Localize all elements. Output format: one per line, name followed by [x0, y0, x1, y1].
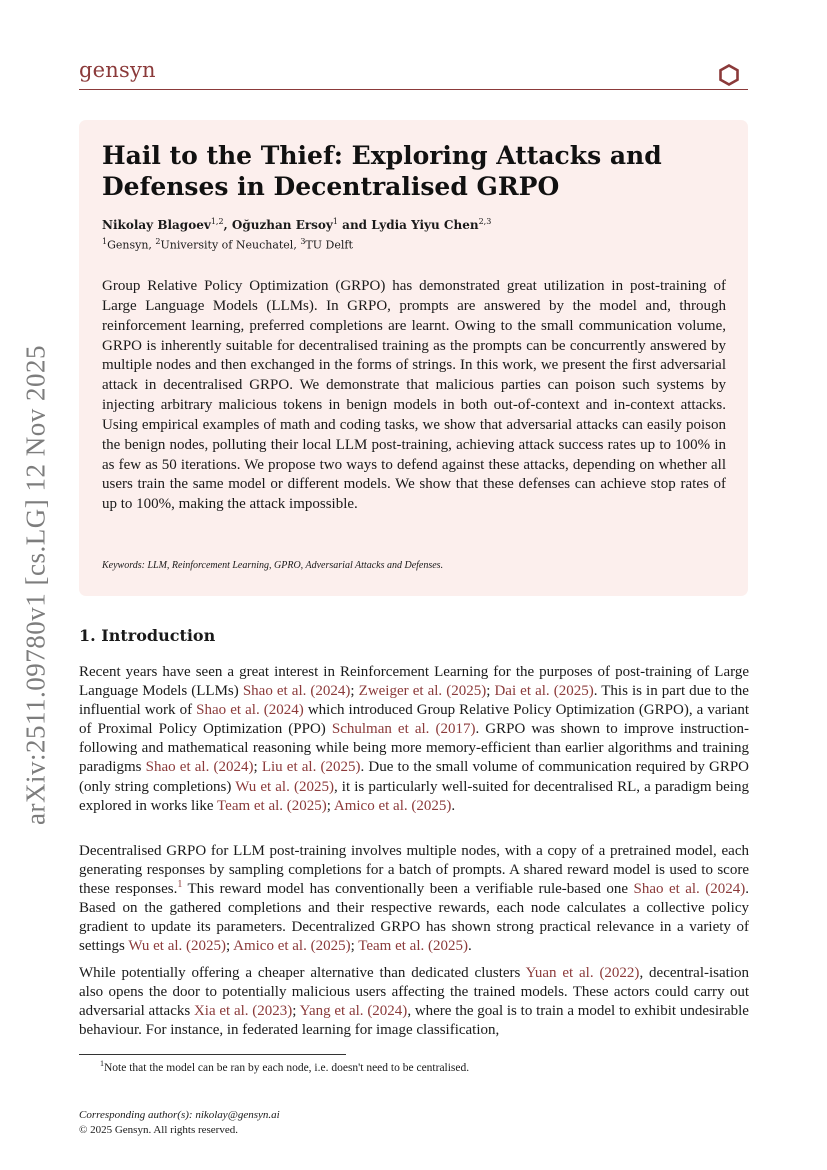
- paragraph-text: . GRPO was shown to improve instruction-following and mathematical reasoning while being more memory-efficient than earlier algorithms and training paradigms: [79, 721, 749, 776]
- affiliation-name: University of Neuchatel: [160, 238, 294, 252]
- paragraph-text: which introduced Group Relative Policy Optimization (GRPO), a variant of Proximal Policy Optimization (PPO): [79, 702, 750, 738]
- paragraph-text: ;: [292, 1003, 300, 1020]
- author-affiliation-mark: 1: [332, 217, 338, 226]
- author-separator: and: [338, 218, 372, 232]
- paragraph-text: ;: [350, 683, 359, 700]
- paragraph-text: . Due to the small volume of communication required by GRPO (only string completions): [79, 759, 750, 795]
- footnote-reference[interactable]: 1: [177, 879, 183, 891]
- author-name: Nikolay Blagoev: [102, 218, 211, 232]
- paragraph-text: Decentralised GRPO for LLM post-training involves multiple nodes, with a copy of a pretrained model, each generating responses by sampling completions for a batch of prompts. A shared reward model is used to score these responses.: [79, 843, 749, 898]
- author-separator: ,: [223, 218, 232, 232]
- citation-link[interactable]: Yuan et al. (2022): [525, 965, 640, 981]
- intro-paragraph: [79, 964, 749, 1040]
- intro-paragraph: [79, 842, 749, 957]
- citation-link[interactable]: Yang et al. (2024): [299, 1003, 408, 1020]
- footnote-text: Note that the model can be ran by each node, i.e. doesn't need to be centralised.: [104, 1061, 470, 1074]
- citation-link[interactable]: Amico et al. (2025): [233, 938, 351, 955]
- citation-link[interactable]: Wu et al. (2025): [128, 938, 227, 955]
- paragraph-text: ;: [226, 938, 234, 955]
- citation-link[interactable]: Liu et al. (2025): [261, 759, 361, 776]
- paragraph-text: ;: [253, 759, 262, 776]
- footnote-rule: [79, 1054, 346, 1055]
- paragraph-text: .: [468, 938, 472, 955]
- citation-link[interactable]: Team et al. (2025): [217, 797, 327, 814]
- citation-link[interactable]: Amico et al. (2025): [333, 797, 452, 814]
- gensyn-logo: gensyn: [79, 58, 156, 82]
- paragraph-text: .: [451, 797, 456, 814]
- affiliation-name: TU Delft: [305, 238, 353, 252]
- section-heading: 1. Introduction: [79, 626, 216, 645]
- paragraph-text: This reward model has conventionally been a verifiable rule-based one: [182, 881, 634, 898]
- paragraph-text: , where the goal is to train a model to exhibit undesirable behaviour. For instance, in federated learning for image classification,: [79, 1003, 749, 1039]
- citation-link[interactable]: Zweiger et al. (2025): [358, 683, 487, 700]
- paragraph-text: . This is in part due to the influential work of: [79, 683, 749, 719]
- paragraph-text: While potentially offering a cheaper alternative than dedicated clusters: [79, 965, 526, 981]
- citation-link[interactable]: Shao et al. (2024): [145, 759, 254, 776]
- affiliation-mark: 3: [300, 237, 306, 246]
- paragraph-text: ;: [326, 797, 334, 814]
- citation-link[interactable]: Shao et al. (2024): [633, 881, 746, 898]
- keywords: Keywords: LLM, Reinforcement Learning, GPRO, Adversarial Attacks and Defenses.: [102, 560, 444, 571]
- author-name: Lydia Yiyu Chen: [371, 218, 479, 232]
- citation-link[interactable]: Team et al. (2025): [358, 938, 468, 955]
- affiliation-name: Gensyn: [107, 238, 149, 252]
- author-affiliation-mark: 1,2: [210, 217, 224, 226]
- affiliation-list: $^1$Gensyn, $^2$University of Neuchatel, $^3$TU Delft: [102, 237, 353, 252]
- paragraph-text: . Based on the gathered completions and their respective rewards, each node calculates a collective policy gradient to update its parameters. Decentralized GRPO has shown strong practical relevance in a variety of settings: [79, 881, 750, 955]
- author-affiliation-mark: 2,3: [478, 217, 492, 226]
- author-list: [102, 217, 491, 232]
- copyright-notice: © 2025 Gensyn. All rights reserved.: [79, 1124, 238, 1136]
- paragraph-text: ;: [350, 938, 359, 955]
- paragraph-text: ;: [486, 683, 495, 700]
- citation-link[interactable]: Shao et al. (2024): [242, 683, 351, 700]
- paragraph-text: Recent years have seen a great interest in Reinforcement Learning for the purposes of post-training of Large Language Models (LLMs): [79, 664, 749, 700]
- paper-title: Hail to the Thief: Exploring Attacks and Defenses in Decentralised GRPO: [102, 141, 662, 201]
- affiliation-mark: 2: [155, 237, 161, 246]
- citation-link[interactable]: Schulman et al. (2017): [331, 721, 476, 738]
- intro-paragraph: [79, 663, 749, 816]
- paragraph-text: , it is particularly well-suited for decentralised RL, a paradigm being explored in works like: [79, 778, 749, 814]
- footnote-mark: 1: [100, 1059, 104, 1068]
- citation-link[interactable]: Wu et al. (2025): [235, 778, 334, 795]
- abstract-text: Group Relative Policy Optimization (GRPO) has demonstrated great utilization in post-training of Large Language Models (LLMs). In GRPO, prompts are answered by the model and, through reinforcement learning, preferred completions are learnt. Owing to the small communication volume, GRPO is inherently suitable for decentralised training as the prompts can be concurrently answered by multiple nodes and then exchanged in the forms of strings. In this work, we present the first adversarial attack in decentralised GRPO. We demonstrate that malicious parties can poison such systems by injecting arbitrary malicious tokens in benign models in both out-of-context and in-context attacks. Using empirical examples of math and coding tasks, we show that adversarial attacks can easily poison the benign nodes, polluting their local LLM post-training, achieving attack success rates up to 100% in as few as 50 iterations. We propose two ways to defend against these attacks, depending on whether all users train the same model or different models. We show that these defenses can achieve stop rates of up to 100%, making the attack impossible.: [102, 278, 726, 513]
- citation-link[interactable]: Shao et al. (2024): [196, 702, 304, 719]
- paragraph-text: , decentral-isation also opens the door to potentially malicious users affecting the trained models. These actors could carry out adversarial attacks: [79, 965, 749, 1020]
- hexagon-ring-icon: [717, 63, 741, 87]
- arxiv-identifier: arXiv:2511.09780v1 [cs.LG] 12 Nov 2025: [20, 345, 51, 825]
- footnote: [100, 1059, 469, 1074]
- citation-link[interactable]: Xia et al. (2023): [193, 1003, 293, 1020]
- corresponding-author: Corresponding author(s): nikolay@gensyn.ai: [79, 1109, 280, 1121]
- header-rule: [79, 89, 748, 90]
- citation-link[interactable]: Dai et al. (2025): [494, 683, 594, 700]
- affiliation-mark: 1: [102, 237, 108, 246]
- author-name: Oğuzhan Ersoy: [231, 218, 333, 232]
